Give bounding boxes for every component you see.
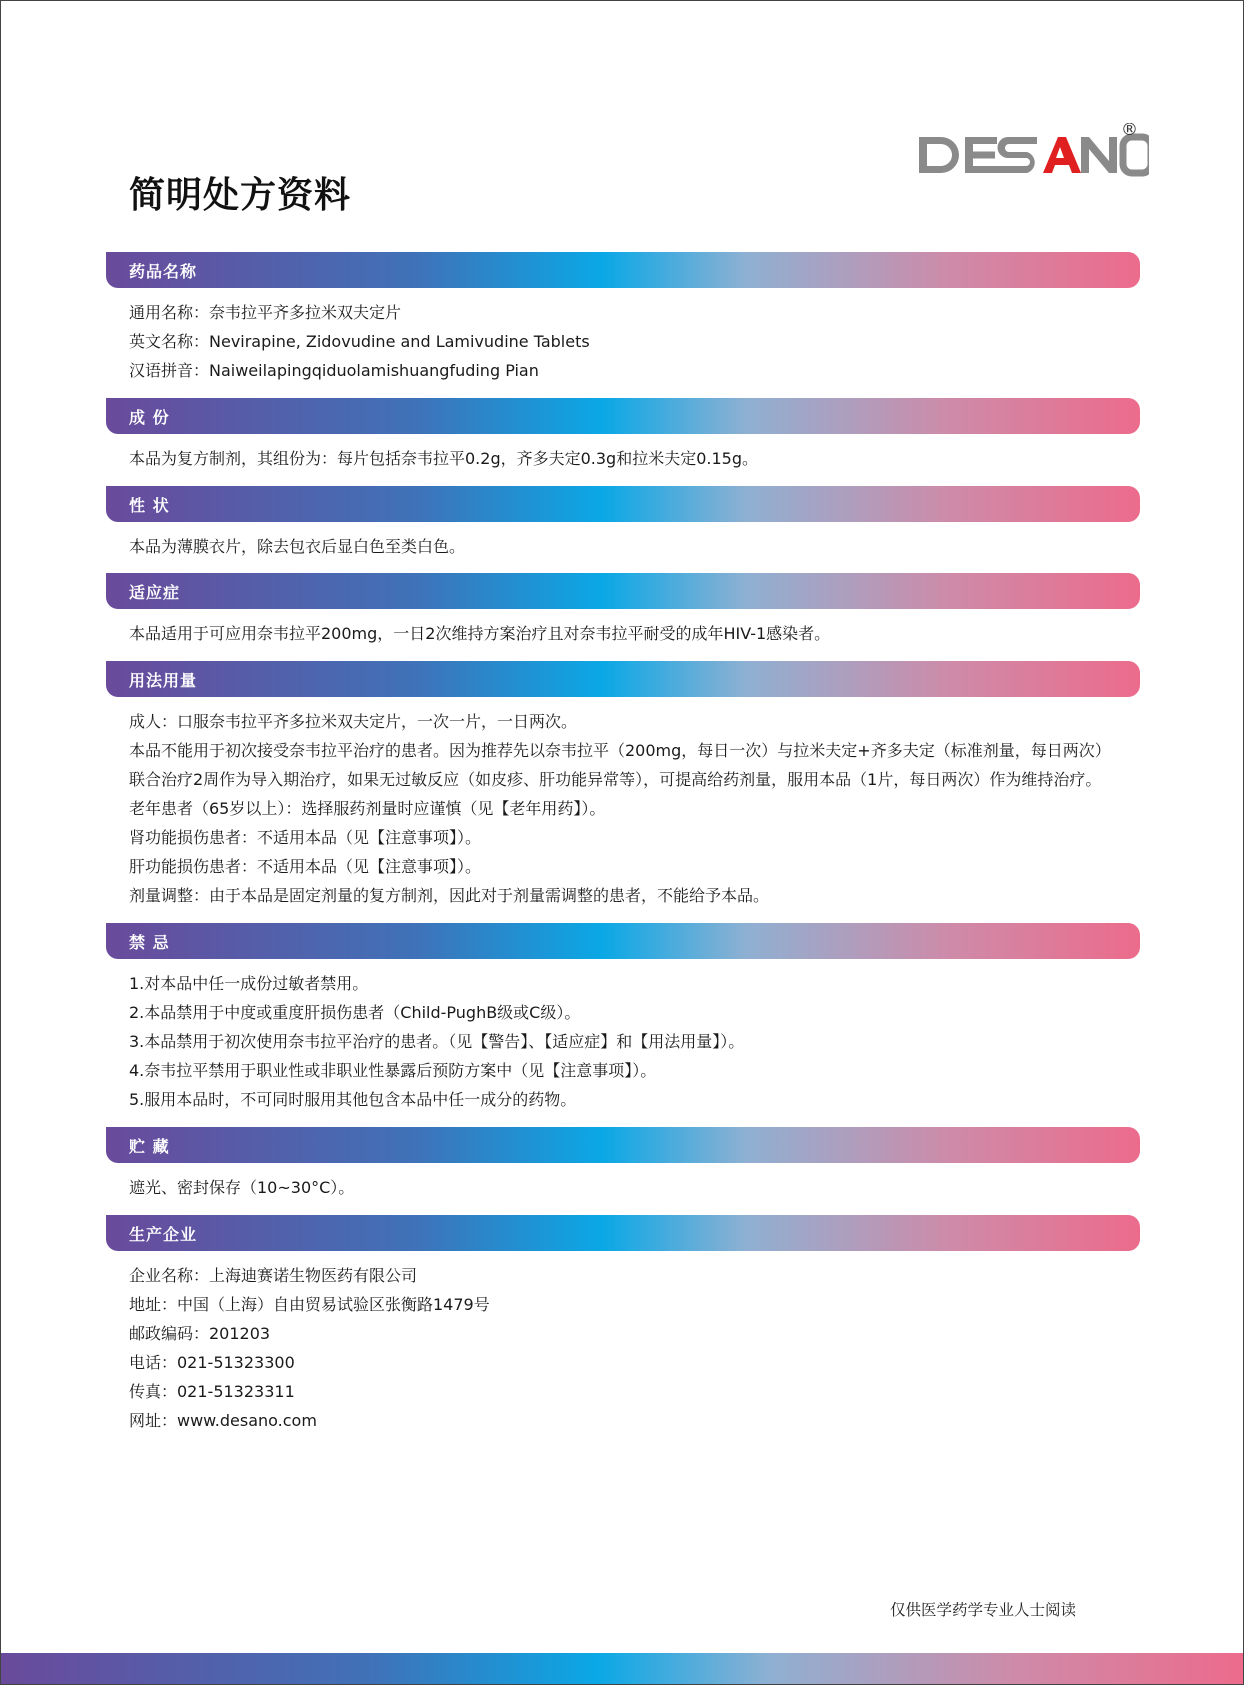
section-line: 本品为薄膜衣片，除去包衣后显白色至类白色。 xyxy=(129,537,466,556)
section-line: 联合治疗2周作为导入期治疗，如果无过敏反应（如皮疹、肝功能异常等），可提高给药剂量，服用本品（1片，每日两次）作为维持治疗。 xyxy=(129,770,1102,789)
section-line: 老年患者（65岁以上）：选择服药剂量时应谨慎（见【老年用药】）。 xyxy=(129,799,606,818)
section-line: 剂量调整：由于本品是固定剂量的复方制剂，因此对于剂量需调整的患者，不能给予本品。 xyxy=(129,886,770,905)
section-heading: 适应症 xyxy=(129,582,181,602)
section-heading: 性 状 xyxy=(129,495,170,515)
section-drug-name xyxy=(106,252,1140,385)
section-header-bar xyxy=(106,573,1140,609)
desano-logo xyxy=(919,123,1149,189)
section-heading: 贮 藏 xyxy=(129,1136,170,1156)
section-manufacturer xyxy=(106,1215,1140,1435)
section-header-bar xyxy=(106,252,1140,288)
section-line[interactable]: 网址：www.desano.com xyxy=(129,1411,317,1430)
section-composition xyxy=(106,398,1140,473)
section-line: 肾功能损伤患者：不适用本品（见【注意事项】）。 xyxy=(129,828,482,847)
section-line: 2.本品禁用于中度或重度肝损伤患者（Child-PughB级或C级）。 xyxy=(129,1003,581,1022)
section-header-bar xyxy=(106,486,1140,522)
page-title: 简明处方资料 xyxy=(129,175,352,216)
section-header-bar xyxy=(106,923,1140,959)
section-line: 通用名称：奈韦拉平齐多拉米双夫定片 xyxy=(129,303,402,322)
section-heading: 禁 忌 xyxy=(129,932,170,952)
section-line: 3.本品禁用于初次使用奈韦拉平治疗的患者。（见【警告】、【适应症】和【用法用量】）。 xyxy=(129,1032,745,1051)
bottom-gradient-strip xyxy=(1,1653,1243,1684)
section-line: 电话：021-51323300 xyxy=(129,1353,295,1372)
section-line: 成人：口服奈韦拉平齐多拉米双夫定片，一次一片，一日两次。 xyxy=(129,712,578,731)
section-line: 遮光、密封保存（10~30°C）。 xyxy=(129,1178,355,1197)
section-line: 肝功能损伤患者：不适用本品（见【注意事项】）。 xyxy=(129,857,482,876)
section-header-bar xyxy=(106,1215,1140,1251)
section-storage xyxy=(106,1127,1140,1202)
section-line: 汉语拼音：Naiweilapingqiduolamishuangfuding Pian xyxy=(129,361,539,380)
section-header-bar xyxy=(106,661,1140,697)
section-description xyxy=(106,486,1140,561)
section-line: 邮政编码：201203 xyxy=(129,1324,271,1343)
section-line: 4.奈韦拉平禁用于职业性或非职业性暴露后预防方案中（见【注意事项】）。 xyxy=(129,1061,657,1080)
section-header-bar xyxy=(106,1127,1140,1163)
section-indications xyxy=(106,573,1140,648)
section-line: 本品适用于可应用奈韦拉平200mg，一日2次维持方案治疗且对奈韦拉平耐受的成年HIV-1感染者。 xyxy=(129,624,831,643)
section-line: 企业名称：上海迪赛诺生物医药有限公司 xyxy=(129,1266,418,1285)
registered-mark: ® xyxy=(1121,123,1138,140)
section-line: 英文名称：Nevirapine, Zidovudine and Lamivudine Tablets xyxy=(129,332,590,351)
section-line: 传真：021-51323311 xyxy=(129,1382,295,1401)
section-line: 5.服用本品时，不可同时服用其他包含本品中任一成分的药物。 xyxy=(129,1090,577,1109)
section-line: 地址：中国（上海）自由贸易试验区张衡路1479号 xyxy=(129,1295,490,1314)
section-heading: 用法用量 xyxy=(129,670,198,690)
section-line: 本品不能用于初次接受奈韦拉平治疗的患者。因为推荐先以奈韦拉平（200mg，每日一次）与拉米夫定+齐多夫定（标准剂量，每日两次） xyxy=(129,741,1111,760)
footer-note: 仅供医学药学专业人士阅读 xyxy=(890,1601,1077,1619)
section-dosage xyxy=(106,661,1140,910)
section-line: 1.对本品中任一成份过敏者禁用。 xyxy=(129,974,369,993)
section-contraindications xyxy=(106,923,1140,1114)
section-header-bar xyxy=(106,398,1140,434)
section-heading: 药品名称 xyxy=(129,261,198,281)
section-line: 本品为复方制剂，其组份为：每片包括奈韦拉平0.2g，齐多夫定0.3g和拉米夫定0.15g。 xyxy=(129,449,758,468)
section-heading: 成 份 xyxy=(129,407,170,427)
section-heading: 生产企业 xyxy=(129,1224,198,1244)
